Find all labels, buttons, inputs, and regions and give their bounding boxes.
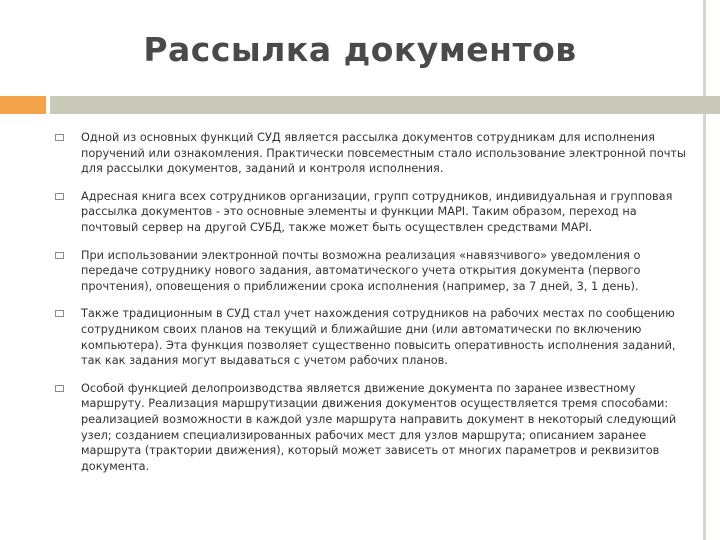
bullet-text: Одной из основных функций СУД является рассылка документов сотрудникам для исполнения поручений или ознакомления. Практически повсеместным стало использование электронной почты для рассылки документов, заданий и контроля исполнения.	[81, 131, 686, 176]
list-item	[55, 248, 695, 295]
hollow-square-icon	[55, 134, 64, 141]
slide-title: Рассылка документов	[143, 30, 577, 69]
bullet-text: При использовании электронной почты возможна реализация «навязчивого» уведомления о передаче сотруднику нового задания, автоматического учета открытия документа (первого прочтения), оповещения о приближении срока исполнения (например, за 7 дней, 3, 1 день).	[81, 248, 641, 293]
slide-frame-right	[703, 0, 706, 540]
list-item	[55, 130, 695, 177]
list-item	[55, 306, 695, 368]
bullet-text: Адресная книга всех сотрудников организации, групп сотрудников, индивидуальная и групповая рассылка документов - это основные элементы и функции MAPI. Таким образом, переход на почтовый сервер на другой СУБД, также может быть осуществлен средствами MAPI.	[81, 189, 673, 234]
title-underline-bar	[50, 96, 720, 114]
hollow-square-icon	[55, 385, 64, 392]
bullet-text: Особой функцией делопроизводства является движение документа по заранее известному маршруту. Реализация маршрутизации движения документов осуществляется тремя способами: реализацией возможности в каждой узле маршрута направить документ в некоторый следующий узел; созданием специализированных рабочих мест для узлов маршрута; описанием заранее маршрута (трактории движения), который может зависеть от многих параметров и реквизитов документа.	[81, 381, 677, 473]
bullet-text: Также традиционным в СУД стал учет нахождения сотрудников на рабочих местах по сообщению сотрудником своих планов на текущий и ближайшие дни (или автоматически по включению компьютера). Эта функция позволяет существенно повысить оперативность исполнения заданий, так как задания могут выдаваться с учетом рабочих планов.	[81, 307, 676, 368]
hollow-square-icon	[55, 193, 64, 200]
hollow-square-icon	[55, 252, 64, 259]
bullet-list	[55, 130, 695, 486]
title-accent-bar	[0, 96, 46, 114]
list-item	[55, 189, 695, 236]
list-item	[55, 381, 695, 475]
hollow-square-icon	[55, 310, 64, 317]
